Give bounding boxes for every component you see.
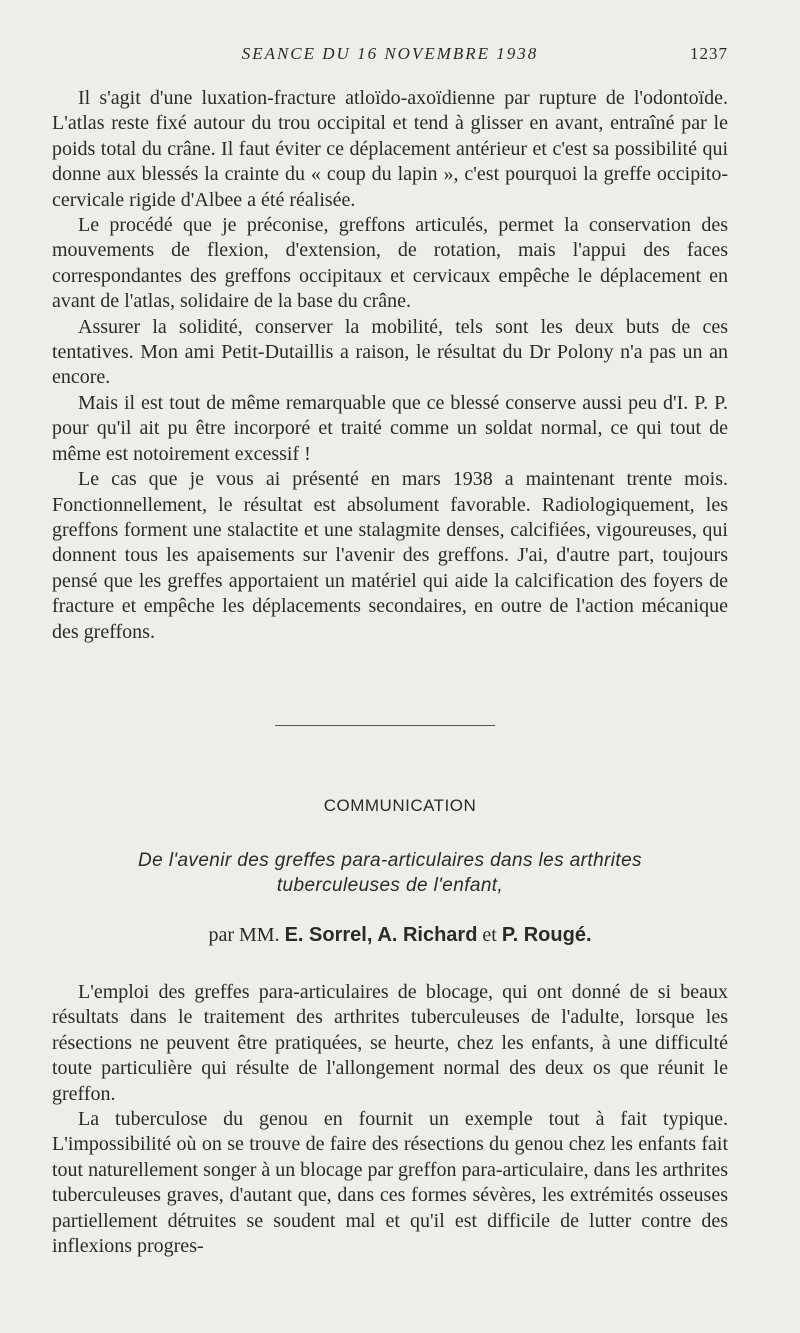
author-name: P. Rougé. (501, 924, 592, 946)
body-text-bottom (52, 980, 728, 1259)
article-title-line: tuberculeuses de l'enfant, (276, 875, 504, 896)
section-divider (275, 725, 495, 726)
byline-join: et (482, 924, 497, 946)
author-name: E. Sorrel, (284, 924, 373, 946)
author-name: A. Richard (377, 924, 478, 946)
paragraph: Il s'agit d'une luxation-fracture atloïdo-axoïdienne par rupture de l'odontoïde. L'atlas reste fixé autour du trou occipital et tend à glisser en avant, entraîné par le poids total du crâne. Il faut éviter ce déplacement antérieur et c'est sa possibilité qui donne aux blessés la crainte du « coup du lapin », c'est pourquoi la greffe occipito-cervicale rigide d'Albee a été réalisée. (52, 87, 728, 211)
body-text-top (52, 86, 728, 645)
article-title (52, 848, 728, 898)
paragraph: La tuberculose du genou en fournit un exemple tout à fait typique. L'impossibilité où on se trouve de faire des résections du genou chez les enfants fait tout naturellement songer à un blocage par greffon para-articulaire, dans les arthrites tuberculeuses graves, d'autant que, dans ces formes sévères, les extrémités osseuses partiellement détruites se soudent mal et qu'il est difficile de lutter contre des inflexions progres- (52, 1108, 729, 1258)
paragraph: L'emploi des greffes para-articulaires de blocage, qui ont donné de si beaux résultats dans le traitement des arthrites tuberculeuses de l'adulte, lorsque les résections ne peuvent être pratiquées, se heurte, chez les enfants, à une difficulté toute particulière qui résulte de l'allongement normal des deux os que réunit le greffon. (52, 981, 728, 1105)
paragraph: Le procédé que je préconise, greffons articulés, permet la conservation des mouvements de flexion, d'extension, de rotation, mais l'appui des faces correspondantes des greffons occipitaux et cervicaux empêche le déplacement en avant de l'atlas, solidaire de la base du crâne. (52, 214, 728, 313)
article-title-line: De l'avenir des greffes para-articulaires dans les arthrites (138, 850, 642, 871)
section-heading: COMMUNICATION (323, 796, 477, 815)
paragraph: Mais il est tout de même remarquable que ce blessé conserve aussi peu d'I. P. P. pour qu'il ait pu être incorporé et traité comme un soldat normal, ce qui tout de même est notoirement excessif ! (52, 391, 728, 465)
paragraph: Assurer la solidité, conserver la mobilité, tels sont les deux buts de ces tentatives. Mon ami Petit-Dutaillis a raison, le résultat du Dr Polony n'a pas un an encore. (52, 315, 728, 389)
running-title: SEANCE DU 16 NOVEMBRE 1938 (241, 44, 539, 63)
page-number: 1237 (690, 44, 728, 63)
running-header (52, 44, 728, 74)
byline (0, 924, 800, 947)
paragraph: Le cas que je vous ai présenté en mars 1938 a maintenant trente mois. Fonctionnellement, le résultat est absolument favorable. Radiologiquement, les greffons forment une stalactite et une stalagmite denses, calcifiées, vigoureuses, qui donnent tous les apaisements sur l'avenir des greffons. J'ai, d'autre part, toujours pensé que les greffes apportaient un matériel qui aide la calcification des foyers de fracture et empêche les déplacements secondaires, en outre de l'action mécanique des greffons. (52, 468, 728, 643)
byline-prefix: par MM. (208, 924, 280, 946)
